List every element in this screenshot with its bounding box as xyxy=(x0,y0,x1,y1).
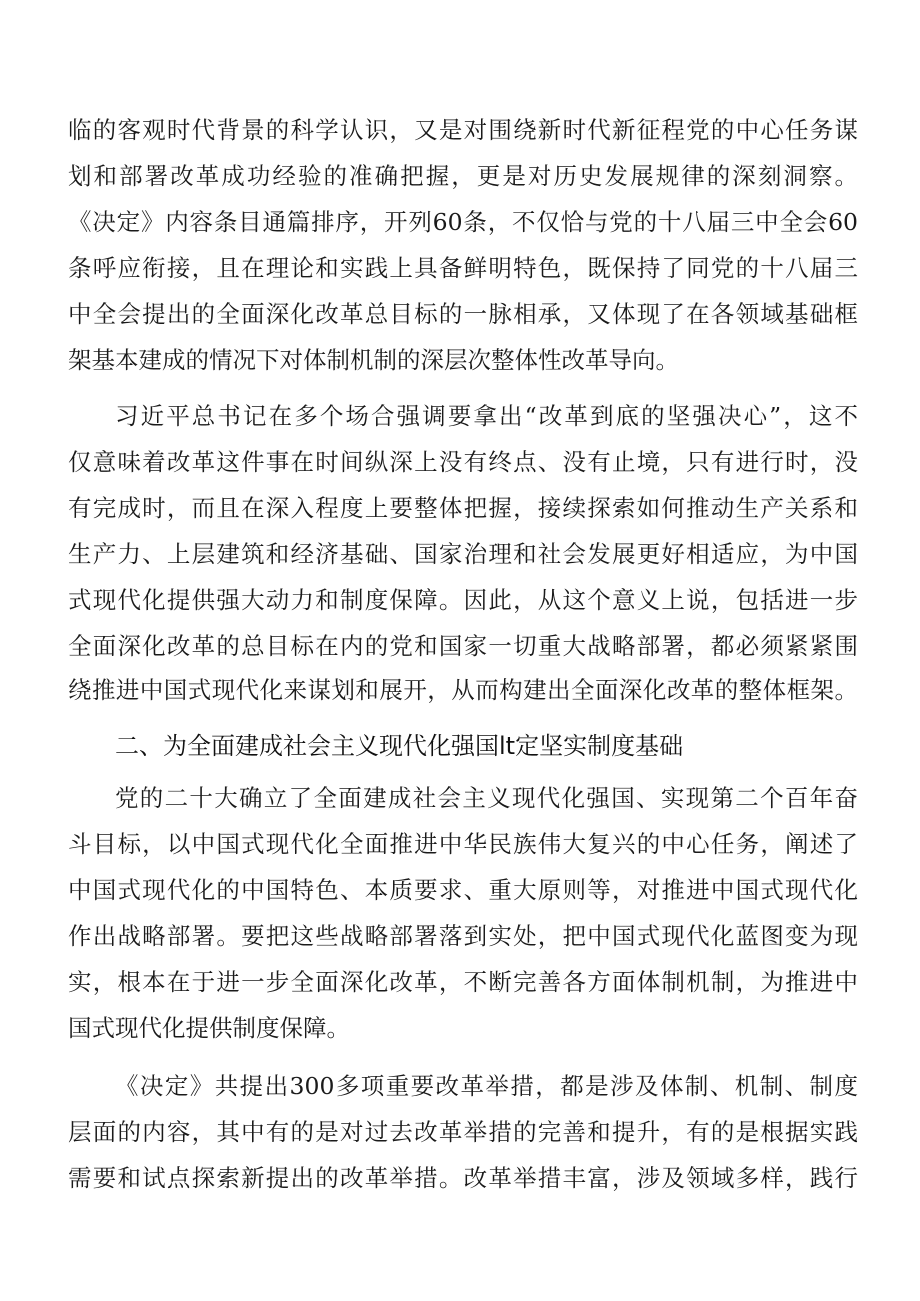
paragraph-2-line-2: 仅意味着改革这件事在时间纵深上没有终点、没有止境，只有进行时，没 xyxy=(68,448,858,476)
paragraph-2-line-6: 全面深化改革的总目标在内的党和国家一切重大战略部署，都必须紧紧围 xyxy=(68,632,858,660)
paragraph-3-line-4: 作出战略部署。要把这些战略部署落到实处，把中国式现代化蓝图变为现 xyxy=(68,922,858,950)
paragraph-2-line-1: 习近平总书记在多个场合强调要拿出“改革到底的坚强决心”，这不 xyxy=(115,402,858,430)
paragraph-3-line-5: 实，根本在于进一步全面深化改革，不断完善各方面体制机制，为推进中 xyxy=(68,968,858,996)
paragraph-3-line-1: 党的二十大确立了全面建成社会主义现代化强国、实现第二个百年奋 xyxy=(115,784,858,812)
paragraph-1-line-5: 中全会提出的全面深化改革总目标的一脉相承，又体现了在各领域基础框 xyxy=(68,300,858,328)
paragraph-1-line-1: 临的客观时代背景的科学认识，又是对围绕新时代新征程党的中心任务谋 xyxy=(68,116,858,144)
paragraph-4-line-1: 《决定》共提出300多项重要改革举措，都是涉及体制、机制、制度 xyxy=(115,1072,858,1100)
section-heading: 二、为全面建成社会主义现代化强国lt定坚实制度基础 xyxy=(115,732,684,760)
paragraph-4-line-2: 层面的内容，其中有的是对过去改革举措的完善和提升，有的是根据实践 xyxy=(68,1118,858,1146)
paragraph-4-line-3: 需要和试点探索新提出的改革举措。改革举措丰富，涉及领域多样，践行 xyxy=(68,1164,858,1192)
paragraph-1-line-6: 架基本建成的情况下对体制机制的深层次整体性改革导向。 xyxy=(68,346,679,374)
paragraph-2-line-3: 有完成时，而且在深入程度上要整体把握，接续探索如何推动生产关系和 xyxy=(68,494,858,522)
paragraph-3-line-2: 斗目标，以中国式现代化全面推进中华民族伟大复兴的中心任务，阐述了 xyxy=(68,830,858,858)
paragraph-2-line-7: 绕推进中国式现代化来谋划和展开，从而构建出全面深化改革的整体框架。 xyxy=(68,676,858,704)
paragraph-3-line-6: 国式现代化提供制度保障。 xyxy=(68,1014,350,1042)
paragraph-3-line-3: 中国式现代化的中国特色、本质要求、重大原则等，对推进中国式现代化 xyxy=(68,876,858,904)
paragraph-1-line-4: 条呼应衔接，且在理论和实践上具备鲜明特色，既保持了同党的十八届三 xyxy=(68,254,858,282)
paragraph-2-line-5: 式现代化提供强大动力和制度保障。因此，从这个意义上说，包括进一步 xyxy=(68,586,858,614)
paragraph-1-line-3: 《决定》内容条目通篇排序，开列60条，不仅恰与党的十八届三中全会60 xyxy=(68,208,858,236)
paragraph-1-line-2: 划和部署改革成功经验的准确把握，更是对历史发展规律的深刻洞察。 xyxy=(68,162,858,190)
paragraph-2-line-4: 生产力、上层建筑和经济基础、国家治理和社会发展更好相适应，为中国 xyxy=(68,540,858,568)
